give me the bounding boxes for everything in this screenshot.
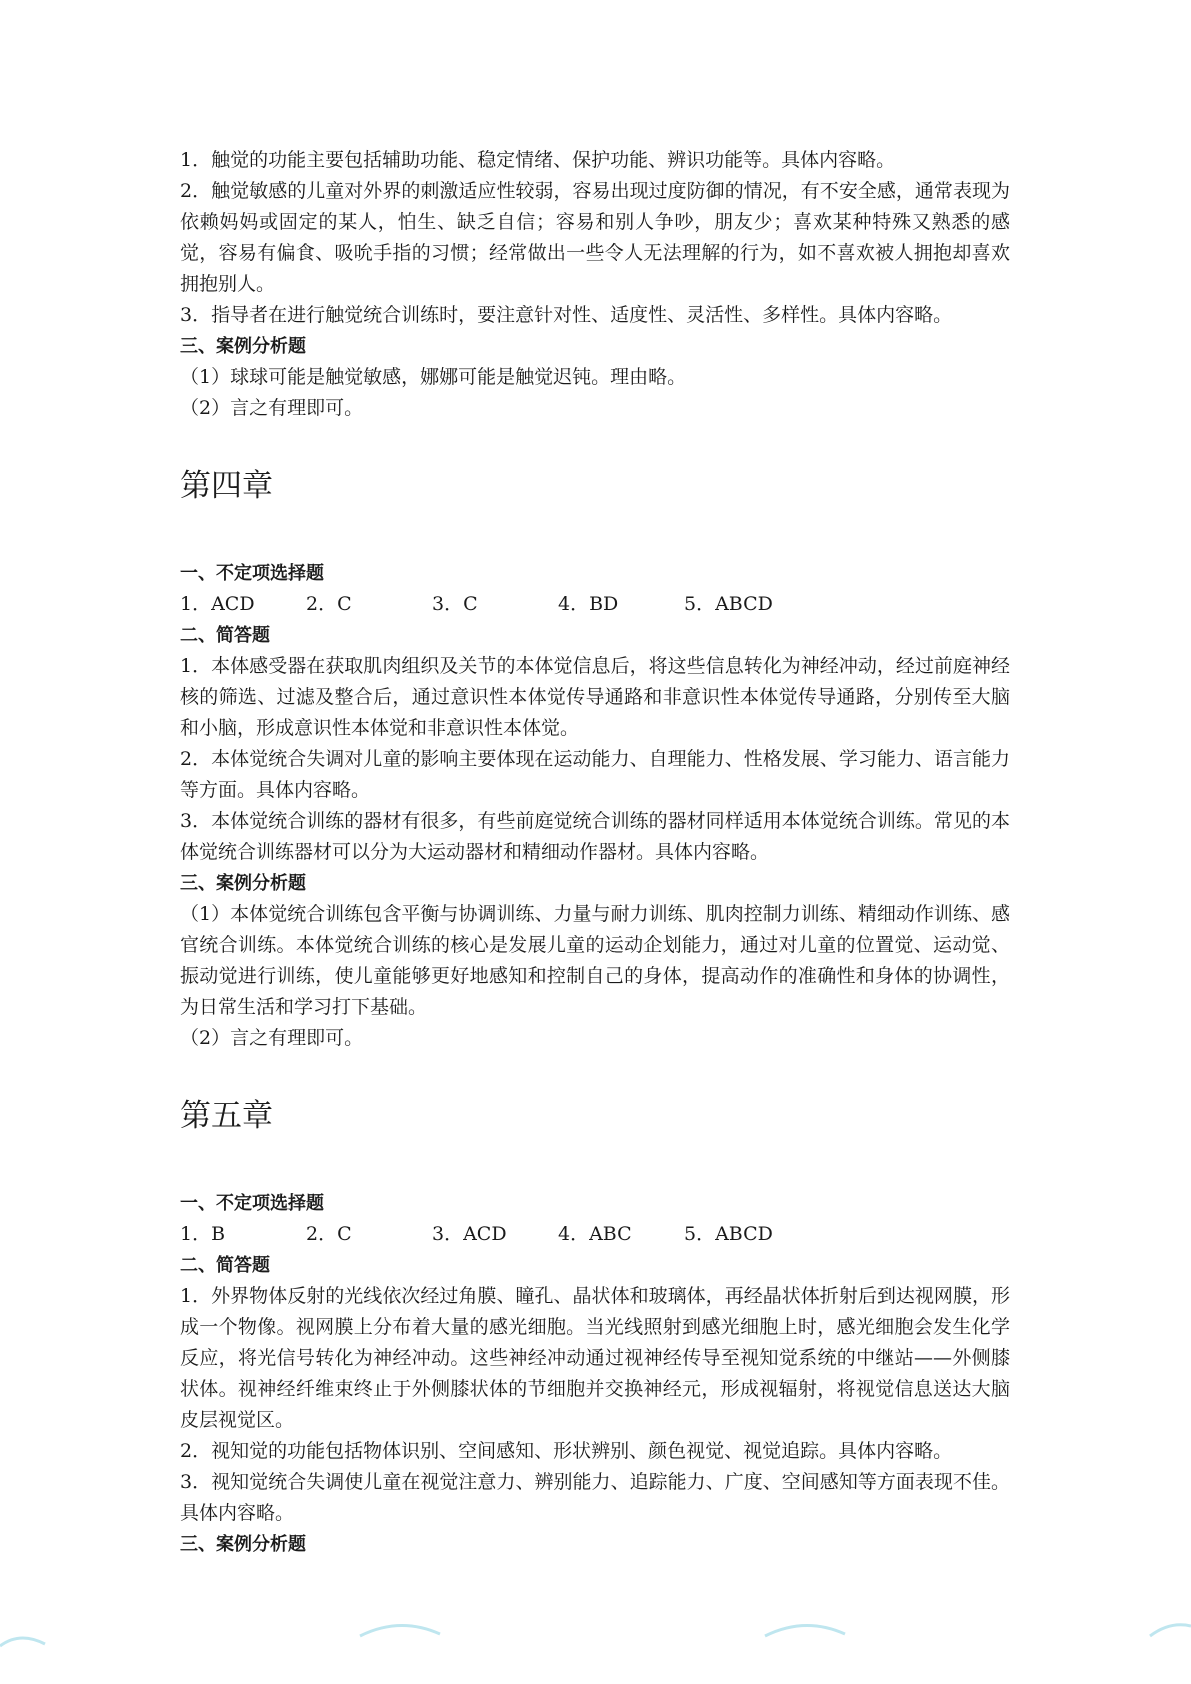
choice-answer: 5．ABCD [684, 593, 773, 615]
case-answer: （2）言之有理即可。 [180, 397, 364, 419]
choice-answer: 1．ACD [180, 593, 255, 615]
choice-answer: 3．C [432, 593, 478, 615]
choice-answer: 3．ACD [432, 1223, 507, 1245]
section-heading: 三、案例分析题 [180, 1534, 306, 1555]
document-page [180, 145, 1010, 1560]
answer-paragraph: 2．本体觉统合失调对儿童的影响主要体现在运动能力、自理能力、性格发展、学习能力、语言能力等方面。具体内容略。 [180, 748, 1010, 801]
choice-answers [180, 589, 1010, 620]
section-heading: 一、不定项选择题 [180, 1193, 324, 1214]
answer-paragraph: 2．触觉敏感的儿童对外界的刺激适应性较弱，容易出现过度防御的情况，有不安全感，通常表现为依赖妈妈或固定的某人，怕生、缺乏自信；容易和别人争吵，朋友少；喜欢某种特殊又熟悉的感觉，容易有偏食、吸吮手指的习惯；经常做出一些令人无法理解的行为，如不喜欢被人拥抱却喜欢拥抱别人。 [180, 180, 1010, 295]
answer-paragraph: 1．本体感受器在获取肌肉组织及关节的本体觉信息后，将这些信息转化为神经冲动，经过前庭神经核的筛选、过滤及整合后，通过意识性本体觉传导通路和非意识性本体觉传导通路，分别传至大脑和小脑，形成意识性本体觉和非意识性本体觉。 [180, 655, 1010, 739]
choice-answer: 2．C [306, 593, 352, 615]
answer-paragraph: 1．外界物体反射的光线依次经过角膜、瞳孔、晶状体和玻璃体，再经晶状体折射后到达视网膜，形成一个物像。视网膜上分布着大量的感光细胞。当光线照射到感光细胞上时，感光细胞会发生化学反应，将光信号转化为神经冲动。这些神经冲动通过视神经传导至视知觉系统的中继站——外侧膝状体。视神经纤维束终止于外侧膝状体的节细胞并交换神经元，形成视辐射，将视觉信息送达大脑皮层视觉区。 [180, 1285, 1010, 1431]
case-answer: （2）言之有理即可。 [180, 1027, 364, 1049]
choice-answer: 5．ABCD [684, 1223, 773, 1245]
answer-paragraph: 2．视知觉的功能包括物体识别、空间感知、形状辨别、颜色视觉、视觉追踪。具体内容略。 [180, 1440, 953, 1462]
case-answer: （1）本体觉统合训练包含平衡与协调训练、力量与耐力训练、肌肉控制力训练、精细动作训练、感官统合训练。本体觉统合训练的核心是发展儿童的运动企划能力，通过对儿童的位置觉、运动觉、振动觉进行训练，使儿童能够更好地感知和控制自己的身体，提高动作的准确性和身体的协调性，为日常生活和学习打下基础。 [180, 903, 1010, 1018]
section-heading: 一、不定项选择题 [180, 563, 324, 584]
answer-paragraph: 3．本体觉统合训练的器材有很多，有些前庭觉统合训练的器材同样适用本体觉统合训练。常见的本体觉统合训练器材可以分为大运动器材和精细动作器材。具体内容略。 [180, 810, 1010, 863]
section-heading: 二、简答题 [180, 1255, 270, 1276]
chapter-title: 第五章 [180, 1098, 273, 1134]
choice-answers [180, 1219, 1010, 1250]
section-heading: 三、案例分析题 [180, 873, 306, 894]
choice-answer: 4．ABC [558, 1223, 632, 1245]
section-heading: 三、案例分析题 [180, 336, 306, 357]
case-answer: （1）球球可能是触觉敏感，娜娜可能是触觉迟钝。理由略。 [180, 366, 687, 388]
answer-paragraph: 1．触觉的功能主要包括辅助功能、稳定情绪、保护功能、辨识功能等。具体内容略。 [180, 149, 896, 171]
chapter-title: 第四章 [180, 468, 273, 504]
section-heading: 二、简答题 [180, 625, 270, 646]
choice-answer: 4．BD [558, 593, 619, 615]
choice-answer: 1．B [180, 1223, 226, 1245]
choice-answer: 2．C [306, 1223, 352, 1245]
answer-paragraph: 3．指导者在进行触觉统合训练时，要注意针对性、适度性、灵活性、多样性。具体内容略。 [180, 304, 953, 326]
answer-paragraph: 3．视知觉统合失调使儿童在视觉注意力、辨别能力、追踪能力、广度、空间感知等方面表现不佳。具体内容略。 [180, 1471, 1010, 1524]
watermark-logo [0, 1606, 1191, 1666]
